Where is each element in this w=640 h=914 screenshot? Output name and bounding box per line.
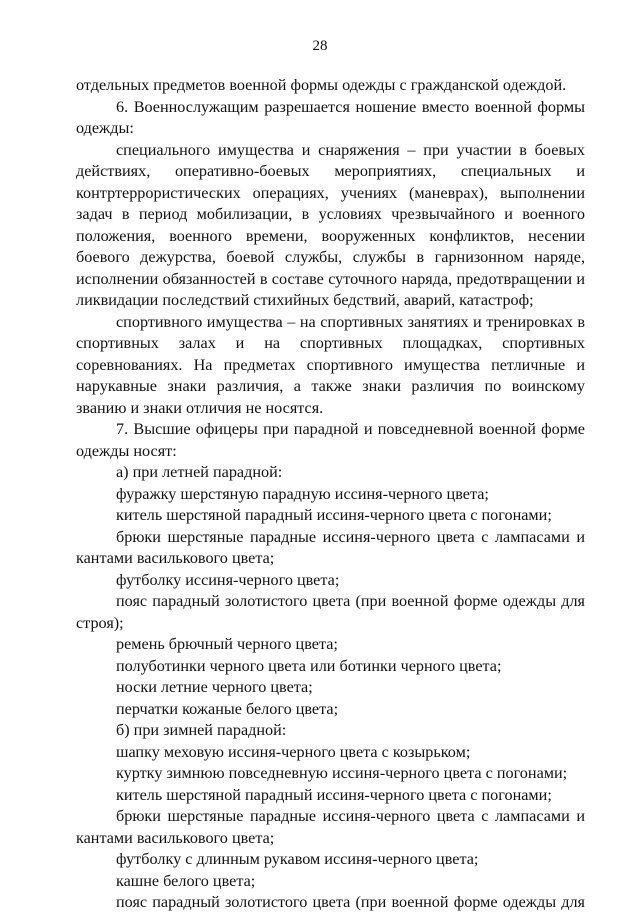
- list-item: брюки шерстяные парадные иссиня-черного цвета с лампасами и кантами василькового цвета;: [76, 807, 585, 847]
- list-item: фуражку шерстяную парадную иссиня-черного цвета;: [116, 484, 489, 503]
- paragraph: спортивного имущества – на спортивных занятиях и тренировках в спортивных залах и на спортивных площадках, спортивных соревнованиях. На предметах спортивного имущества петличные и нарукавные знаки различия, а также знаки различия по воинскому званию и знаки отличия не носятся.: [76, 312, 585, 417]
- paragraph: отдельных предметов военной формы одежды с гражданской одеждой.: [76, 76, 567, 94]
- list-item: кашне белого цвета;: [116, 871, 256, 890]
- list-item: перчатки кожаные белого цвета;: [116, 699, 339, 718]
- list-item: брюки шерстяные парадные иссиня-черного цвета с лампасами и кантами василькового цвета;: [76, 527, 585, 567]
- list-item: носки летние черного цвета;: [116, 678, 313, 696]
- paragraph: 7. Высшие офицеры при парадной и повседневной военной форме одежды носят:: [76, 420, 585, 460]
- list-item: китель шерстяной парадный иссиня-черного цвета с погонами;: [116, 506, 552, 524]
- list-item: полуботинки черного цвета или ботинки черного цвета;: [116, 656, 502, 675]
- list-item: ремень брючный черного цвета;: [116, 635, 338, 653]
- paragraph: 6. Военнослужащим разрешается ношение вместо военной формы одежды:: [76, 97, 585, 137]
- list-item: футболку иссиня-черного цвета;: [116, 570, 340, 589]
- list-item: китель шерстяной парадный иссиня-черного цвета с погонами;: [116, 785, 552, 804]
- paragraph: специального имущества и снаряжения – при участии в боевых действиях, оперативно-боевых мероприятиях, специальных и контртеррористических операциях, учениях (маневрах), выполнении задач в период мобилизации, в условиях чрезвычайного и военного положения, военного времени, вооруженных конфликтов, несении боевого дежурства, боевой службы, службы в гарнизонном наряде, исполнении обязанностей в составе суточного наряда, предотвращении и ликвидации последствий стихийных бедствий, аварий, катастроф;: [76, 140, 585, 309]
- list-item: пояс парадный золотистого цвета (при военной форме одежды для строя);: [76, 592, 585, 632]
- list-item: куртку зимнюю повседневную иссиня-черного цвета с погонами;: [116, 764, 568, 782]
- list-item: футболку с длинным рукавом иссиня-черного цвета;: [116, 850, 479, 868]
- page-number: 28: [312, 38, 328, 54]
- document-body: [76, 75, 585, 914]
- list-item: б) при зимней парадной:: [116, 721, 287, 739]
- list-item: а) при летней парадной:: [116, 463, 283, 481]
- list-item: шапку меховую иссиня-черного цвета с козырьком;: [116, 742, 471, 761]
- list-item: пояс парадный золотистого цвета (при военной форме одежды для: [116, 893, 585, 911]
